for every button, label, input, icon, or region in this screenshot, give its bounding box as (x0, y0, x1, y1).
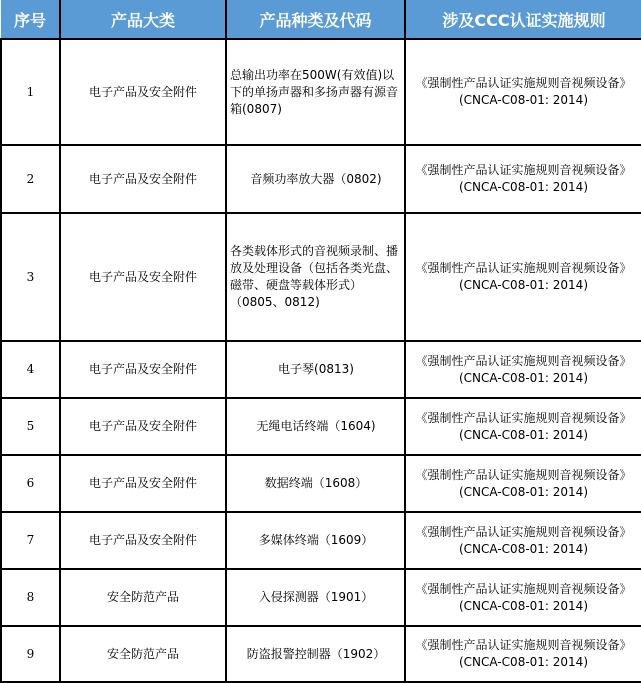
cell-product-code: 防盗报警控制器（1902） (226, 626, 405, 682)
table-row (1, 39, 641, 145)
table-row (1, 398, 641, 455)
table-header-row (1, 0, 641, 39)
cell-category: 电子产品及安全附件 (60, 213, 226, 341)
cell-category: 电子产品及安全附件 (60, 512, 226, 569)
cell-number: 9 (1, 626, 60, 682)
cell-product-code: 入侵探测器（1901） (226, 569, 405, 626)
cell-category: 电子产品及安全附件 (60, 145, 226, 213)
table-row (1, 145, 641, 213)
cell-product-code: 总输出功率在500W(有效值)以下的单扬声器和多扬声器有源音箱(0807) (226, 39, 405, 145)
cell-ccc-rule: 《强制性产品认证实施规则音视频设备》(CNCA-C08-01: 2014) (405, 626, 641, 682)
cell-category: 安全防范产品 (60, 569, 226, 626)
cell-category: 电子产品及安全附件 (60, 398, 226, 455)
cell-category: 电子产品及安全附件 (60, 341, 226, 398)
cell-number: 7 (1, 512, 60, 569)
cell-ccc-rule: 《强制性产品认证实施规则音视频设备》(CNCA-C08-01: 2014) (405, 39, 641, 145)
cell-number: 6 (1, 455, 60, 512)
cell-number: 2 (1, 145, 60, 213)
cell-category: 电子产品及安全附件 (60, 455, 226, 512)
cell-product-code: 无绳电话终端（1604) (226, 398, 405, 455)
cell-ccc-rule: 《强制性产品认证实施规则音视频设备》(CNCA-C08-01: 2014) (405, 455, 641, 512)
cell-ccc-rule: 《强制性产品认证实施规则音视频设备》(CNCA-C08-01: 2014) (405, 145, 641, 213)
cell-number: 3 (1, 213, 60, 341)
cell-product-code: 多媒体终端（1609） (226, 512, 405, 569)
table-row (1, 626, 641, 682)
cell-number: 5 (1, 398, 60, 455)
cell-product-code: 数据终端（1608） (226, 455, 405, 512)
column-header-product-code: 产品种类及代码 (226, 0, 405, 39)
table-row (1, 213, 641, 341)
cell-ccc-rule: 《强制性产品认证实施规则音视频设备》(CNCA-C08-01: 2014) (405, 512, 641, 569)
table-row (1, 455, 641, 512)
cell-ccc-rule: 《强制性产品认证实施规则音视频设备》(CNCA-C08-01: 2014) (405, 213, 641, 341)
cell-product-code: 音频功率放大器（0802) (226, 145, 405, 213)
cell-ccc-rule: 《强制性产品认证实施规则音视频设备》(CNCA-C08-01: 2014) (405, 398, 641, 455)
cell-category: 电子产品及安全附件 (60, 39, 226, 145)
column-header-ccc-rule: 涉及CCC认证实施规则 (405, 0, 641, 39)
table-row (1, 512, 641, 569)
column-header-number: 序号 (1, 0, 60, 39)
table-row (1, 341, 641, 398)
cell-number: 8 (1, 569, 60, 626)
cell-ccc-rule: 《强制性产品认证实施规则音视频设备》(CNCA-C08-01: 2014) (405, 341, 641, 398)
table-row (1, 569, 641, 626)
column-header-category: 产品大类 (60, 0, 226, 39)
cell-product-code: 电子琴(0813) (226, 341, 405, 398)
cell-product-code: 各类载体形式的音视频录制、播放及处理设备（包括各类光盘、磁带、硬盘等载体形式）（0805、0812) (226, 213, 405, 341)
cell-ccc-rule: 《强制性产品认证实施规则音视频设备》(CNCA-C08-01: 2014) (405, 569, 641, 626)
cell-number: 4 (1, 341, 60, 398)
cell-category: 安全防范产品 (60, 626, 226, 682)
cell-number: 1 (1, 39, 60, 145)
